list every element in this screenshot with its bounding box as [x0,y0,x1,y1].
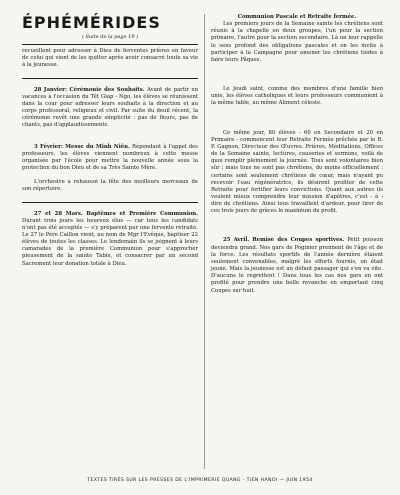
easter-title: Communion Pascale et Retraite fermée. [237,14,357,20]
mass-paragraph [22,144,198,173]
section-divider [22,202,198,203]
baptism-title: 27 et 28 Mars. Baptêmes et Première Communion. [34,210,198,217]
ceremony-title: 28 Janvier: Cérémonie des Souhaits. [34,86,145,93]
right-column [211,14,383,295]
retreat-paragraph: Ce même jour, 80 élèves - 60 en Secondaire et 20 en Primaire - commencent leur Retraite Fermée prêchée par le R. P. Gagnon, Directeur des Œuvres. Prières, Méditations, Offices de la Semaine sainte, lectures, causeries et sermons, voilà de quoi remplir pleinement la journée. Tous sont volontaires bien sûr ; mais tous ne sont pas chrétiens, du moins officiellement : certains sont seulement chrétiens de cœur, mais n'ayant pu recevoir l'eau régénératrice, ils désirent profiter de cette Retraite pour fortifier leurs convictions. Quant aux autres ils veulent mieux comprendre leur mission d'apôtres, c'est - à - dire de chrétiens. Ainsi tous travaillent d'ardeur, pour tirer de ces trois jours de grâces le maximum de profit. [211,129,383,215]
sports-text: Petit poisson deviendra grand. Nos gars de Poginier prennent de l'âge et de la force. Les résultats sportifs de l'année dernière étaient seulement convenables, malgré les efforts fournis, on était jeune. Mais la jeunesse est un défaut passager qui s'en va vite. D'aucuns le regrettent ! Dans tous les cas nos gars en ont profité pour prendre une belle revanche en emportant cinq Coupes sur huit. [211,237,383,294]
mass-text: Répondant à l'appel des professeurs, les élèves viennent nombreux à cette messe organisée par l'école pour mettre la nouvelle année sous la protection du bon Dieu et de sa Très Sainte Mère. [22,143,198,172]
orchestra-paragraph: L'orchestre a rehaussé la fête des meilleurs morceaux de son répertoire. [22,179,198,193]
easter-text: Les premiers jours de la Semaine sainte les chrétiens sont réunis à la chapelle en deux groupes, l'un pour la section primaire, l'autre pour la section secondaire. Là on leur rappelle le sens profond des obligations pascales et on les invite à participer à la Campagne pour amener les chrétiens tièdes à faire leurs Pâques. [211,21,383,63]
section-divider [22,78,198,79]
column-divider [204,14,205,469]
sports-title: 25 Avril. Remise des Coupes sportives. [223,237,345,244]
continuation-note: ( Suite de la page 19 ) [81,34,139,40]
header-rule [22,44,198,45]
baptism-paragraph [22,211,198,268]
holy-thursday-paragraph: Le Jeudi saint, comme des membres d'une famille bien unie, les élèves catholiques et leurs professeurs communient à la même table, au même Aliment céleste. [211,86,383,107]
printer-footer: TEXTES TIRÉS SUR LES PRESSES DE L'IMPRIMERIE QUANG - TIEN HANOI — JUIN 1954 [87,478,313,483]
ceremony-paragraph [22,87,198,130]
mass-title: 3 Février: Messe du Minh Niên. [34,143,130,150]
sports-paragraph [211,237,383,294]
intro-paragraph: recueillent pour adresser à Dieu de ferventes prières en faveur de celui qui vient de les quitter après avoir consacré toute sa vie à la jeunesse. [22,48,198,69]
masthead-title: ÉPHÉMÉRIDES [22,13,161,32]
ceremony-text: Avant de partir en vacances à l'occasion du Têt Giap - Ngo, les élèves se réunissent dans la cour pour adresser leurs souhaits à la direction et au corps professoral, religieux et civil. Par suite du deuil récent, la cérémonie revêt une grande simplicité : pas de fleurs, pas de chants, pas d'applaudissements. [22,86,198,129]
baptism-text: Durant trois jours les heureux élus — car tous les candidats n'ont pas été acceptés — s'y préparent par une fervente retraite. Le 27 le Père Caillon vient, au nom de Mgr l'Evêque, baptiser 22 élèves de toutes les classes. Le lendemain ils se joignent à leurs camarades de la première Communion pour s'approcher pieusement de la sainte Table, et consacrer par un second Sacrement leur donation totale à Dieu. [22,217,198,267]
left-column [22,14,198,268]
